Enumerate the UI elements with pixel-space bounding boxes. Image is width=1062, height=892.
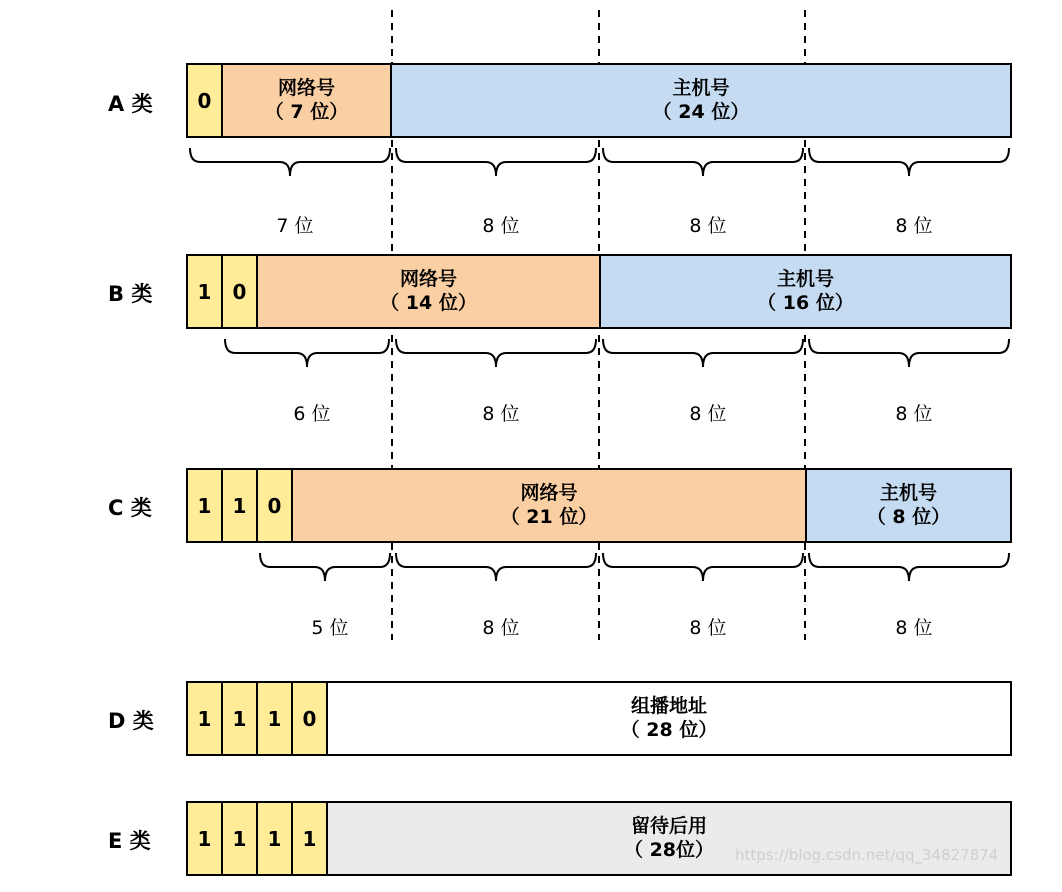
class-b-network-size: （ 14 位）: [380, 291, 477, 314]
class-a-brace-label-3: 8 位: [895, 215, 933, 237]
class-d-bit-3: 0: [293, 683, 328, 754]
class-a-brace-label-1: 8 位: [482, 215, 520, 237]
class-c-label: C 类: [108, 496, 152, 520]
class-e-bit-3: 1: [293, 803, 328, 874]
class-b-network-field: [258, 256, 601, 327]
class-a-network-name: 网络号: [277, 76, 335, 99]
class-c-bit-0: 1: [188, 470, 223, 541]
watermark-text: https://blog.csdn.net/qq_34827874: [735, 846, 999, 864]
class-c-bar: [186, 468, 1012, 543]
class-a-network-size: （ 7 位）: [264, 100, 349, 123]
class-d-label: D 类: [108, 709, 154, 733]
class-b-bit-0: 1: [188, 256, 223, 327]
class-b-bar: [186, 254, 1012, 329]
class-d-multicast-size: （ 28 位）: [620, 718, 718, 741]
class-b-brace-label-0: 6 位: [293, 403, 331, 425]
class-d-bit-1: 1: [223, 683, 258, 754]
class-d-bit-2: 1: [258, 683, 293, 754]
class-e-bar: [186, 801, 1012, 876]
class-a-brace-label-2: 8 位: [689, 215, 727, 237]
class-d-multicast-field: [328, 683, 1010, 754]
class-b-brace-label-2: 8 位: [689, 403, 727, 425]
class-e-label: E 类: [108, 829, 151, 853]
class-d-bar: [186, 681, 1012, 756]
class-b-network-name: 网络号: [399, 267, 457, 290]
class-a-host-size: （ 24 位）: [652, 100, 750, 123]
class-c-host-size: （ 8 位）: [866, 505, 951, 528]
class-c-brace-label-0: 5 位: [311, 617, 349, 639]
class-a-bar: [186, 63, 1012, 138]
class-a-label: A 类: [108, 92, 153, 116]
class-c-bit-2: 0: [258, 470, 293, 541]
class-d-bit-0: 1: [188, 683, 223, 754]
class-a-network-field: [223, 65, 392, 136]
class-a-host-name: 主机号: [672, 76, 730, 99]
class-c-host-name: 主机号: [879, 481, 937, 504]
class-a-host-field: [392, 65, 1010, 136]
class-b-bit-1: 0: [223, 256, 258, 327]
class-c-network-field: [293, 470, 807, 541]
class-e-bit-0: 1: [188, 803, 223, 874]
class-e-bit-1: 1: [223, 803, 258, 874]
class-c-network-name: 网络号: [520, 481, 578, 504]
class-e-bit-2: 1: [258, 803, 293, 874]
class-a-brace-label-0: 7 位: [276, 215, 314, 237]
class-c-brace-label-3: 8 位: [895, 617, 933, 639]
class-b-host-field: [601, 256, 1010, 327]
class-d-multicast-name: 组播地址: [630, 694, 707, 717]
class-c-brace-label-1: 8 位: [482, 617, 520, 639]
class-c-host-field: [807, 470, 1010, 541]
class-b-label: B 类: [108, 282, 153, 306]
class-c-network-size: （ 21 位）: [500, 505, 598, 528]
class-e-reserved-size: （ 28位）: [623, 838, 715, 861]
class-b-host-size: （ 16 位）: [757, 291, 854, 314]
class-e-reserved-name: 留待后用: [630, 814, 707, 837]
class-c-brace-label-2: 8 位: [689, 617, 727, 639]
class-b-brace-label-3: 8 位: [895, 403, 933, 425]
class-b-brace-label-1: 8 位: [482, 403, 520, 425]
class-a-bit-0: 0: [188, 65, 223, 136]
class-c-bit-1: 1: [223, 470, 258, 541]
class-b-host-name: 主机号: [776, 267, 834, 290]
